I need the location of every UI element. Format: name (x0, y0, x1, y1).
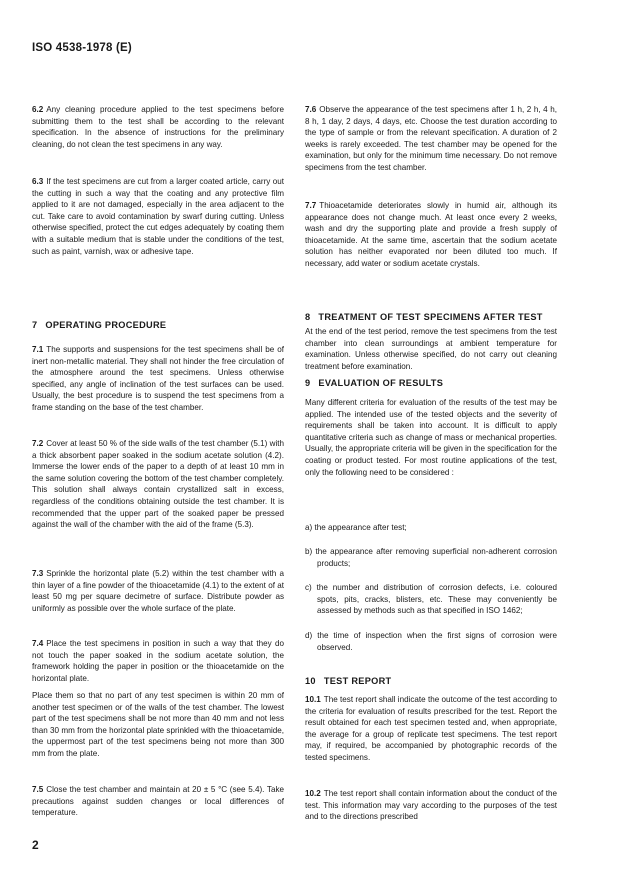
clause-number: 7.2 (32, 439, 44, 448)
clause-7-1 (32, 344, 284, 414)
section-number: 10 (305, 676, 316, 686)
clause-number: 7.4 (32, 639, 44, 648)
clause-8 (305, 326, 557, 372)
list-item: d) the time of inspection when the first signs of corrosion were observed. (305, 631, 557, 652)
clause-text: The test report shall contain information about the conduct of the test. This information may vary according to the purposes of the test and to the directions prescribed (305, 789, 557, 822)
clause-10-1 (305, 694, 557, 764)
section-title: OPERATING PROCEDURE (45, 320, 167, 330)
page-number: 2 (32, 838, 39, 852)
list-item: a) the appearance after test; (305, 523, 407, 532)
clause-text: Close the test chamber and maintain at 20 ± 5 °C (see 5.4). Take precautions against sudden changes or local differences of temperature. (32, 785, 284, 818)
section-title: TREATMENT OF TEST SPECIMENS AFTER TEST (318, 312, 543, 322)
clause-text: Any cleaning procedure applied to the test specimens before submitting them to the test shall be according to the relevant specification. In the absence of instructions for the preliminary cleaning, do not clean the test specimens in any way. (32, 105, 284, 149)
clause-text: The test report shall indicate the outcome of the test according to the criteria for evaluation of results prescribed for the test. Report the result obtained for each test specimen tested and, when appropriate, the average for a group of replicate test specimens. The test report may, if required, be accompanied by photographic records of the tested specimens. (305, 695, 557, 762)
section-10-heading (305, 676, 557, 686)
clause-number: 10.2 (305, 789, 321, 798)
section-title: TEST REPORT (323, 676, 392, 686)
clause-7-4 (32, 638, 284, 684)
clause-text: Thioacetamide deteriorates slowly in humid air, although its appearance does not change much. At least once every 2 weeks, wash and dry the supporting plate and provide a fresh supply of thioacetamide. At the same time, ascertain that the sodium acetate solution has neither evaporated nor been diluted too much. If necessary, add water or sodium acetate crystals. (305, 201, 557, 268)
section-number: 8 (305, 312, 311, 322)
list-item-c (305, 582, 557, 617)
clause-number: 7.3 (32, 569, 44, 578)
clause-9 (305, 397, 557, 478)
section-9-heading (305, 378, 557, 388)
list-item: b) the appearance after removing superficial non-adherent corrosion products; (305, 547, 557, 568)
clause-text: The supports and suspensions for the test specimens shall be of inert non-metallic material. They shall not hinder the free circulation of the atmosphere around the test specimens. Unless otherwise specified, any angle of inclination of the test surfaces can be used. Usually, the best procedure is to suspend the test specimens from a frame standing on the base of the test chamber. (32, 345, 284, 412)
section-number: 7 (32, 320, 38, 330)
clause-text: Cover at least 50 % of the side walls of the test chamber (5.1) with a thick absorbent paper soaked in the sodium acetate solution (4.2). Immerse the lower ends of the paper to a depth of at least 10 mm in the same solution covering the bottom of the test chamber completely. This solution shall always contain crystallized salt in excess, regardless of the conditions obtaining outside the test chamber. It is recommended that the upper part of the soaked paper be pressed against the wall of the chamber with the aid of the frame (5.3). (32, 439, 284, 530)
section-7-heading (32, 320, 284, 330)
page-header: ISO 4538-1978 (E) (32, 42, 132, 54)
list-item: c) the number and distribution of corrosion defects, i.e. coloured spots, pits, cracks, blisters, etc. These may conveniently be assessed by methods such as that specified in ISO 1462; (305, 583, 557, 616)
list-item-b (305, 546, 557, 569)
clause-7-2 (32, 438, 284, 531)
clause-text: Sprinkle the horizontal plate (5.2) within the test chamber with a thin layer of a fine powder of the thioacetamide (4.1) to the extent of at least 50 mg per square decimetre of surface. Distribute powder as uniformly as possible over the whole surface of the plate. (32, 569, 284, 613)
clause-6-3 (32, 176, 284, 257)
clause-7-6 (305, 104, 557, 174)
clause-number: 7.6 (305, 105, 317, 114)
clause-text: Many different criteria for evaluation of the results of the test may be applied. The intended use of the tested objects and the severity of requirements shall be taken into account. It is difficult to apply quantitative criteria such as change of mass or mechanical properties. Usually, the appropriate criteria will be given in the specification for the coating or product tested. For most routine applications of the test, only the following need to be considered : (305, 398, 557, 477)
clause-6-2 (32, 104, 284, 150)
clause-text: If the test specimens are cut from a larger coated article, carry out the cutting in such a way that the coating and any protective film applied to it are not damaged, especially in the area adjacent to the cut. Take care to avoid contamination by swarf during cutting. Unless otherwise specified, protect the cut edges adequately by coating them with a suitable medium that is stable under the conditions of the test, such as paint, varnish, wax or adhesive tape. (32, 177, 284, 256)
clause-7-4-continued (32, 690, 284, 760)
clause-number: 7.5 (32, 785, 44, 794)
clause-text: Place the test specimens in position in such a way that they do not touch the paper soaked in the sodium acetate solution, the framework holding the paper in position or the thioacetamide on the horizontal plate. (32, 639, 284, 683)
clause-7-5 (32, 784, 284, 819)
list-item-a (305, 522, 557, 534)
clause-text: At the end of the test period, remove the test specimens from the test chamber into clean surroundings at ambient temperature for examination. Unless otherwise specified, do not carry out cleaning treatment before examination. (305, 327, 557, 371)
clause-number: 6.3 (32, 177, 44, 186)
clause-text: Place them so that no part of any test specimen is within 20 mm of another test specimen or of the walls of the test chamber. The lowest part of the test specimens shall be not more than 40 mm and not less than 30 mm from the horizontal plate sprinkled with the thioacetamide, the uppermost part of the test specimens being not more than 300 mm from the plate. (32, 691, 284, 758)
clause-number: 10.1 (305, 695, 321, 704)
clause-number: 6.2 (32, 105, 44, 114)
list-item-d (305, 630, 557, 653)
section-number: 9 (305, 378, 311, 388)
clause-number: 7.7 (305, 201, 317, 210)
section-title: EVALUATION OF RESULTS (318, 378, 444, 388)
clause-number: 7.1 (32, 345, 44, 354)
clause-10-2 (305, 788, 557, 823)
clause-7-7 (305, 200, 557, 270)
section-8-heading (305, 312, 557, 322)
clause-text: Observe the appearance of the test specimens after 1 h, 2 h, 4 h, 8 h, 1 day, 2 days, 4 days, etc. Choose the test duration according to the type of sample or from the relevant specification. A duration of 2 weeks is rarely exceeded. The test chamber may be opened for the examination, but only for the minimum time necessary. Do not remove specimens from the test chamber. (305, 105, 557, 172)
clause-7-3 (32, 568, 284, 614)
